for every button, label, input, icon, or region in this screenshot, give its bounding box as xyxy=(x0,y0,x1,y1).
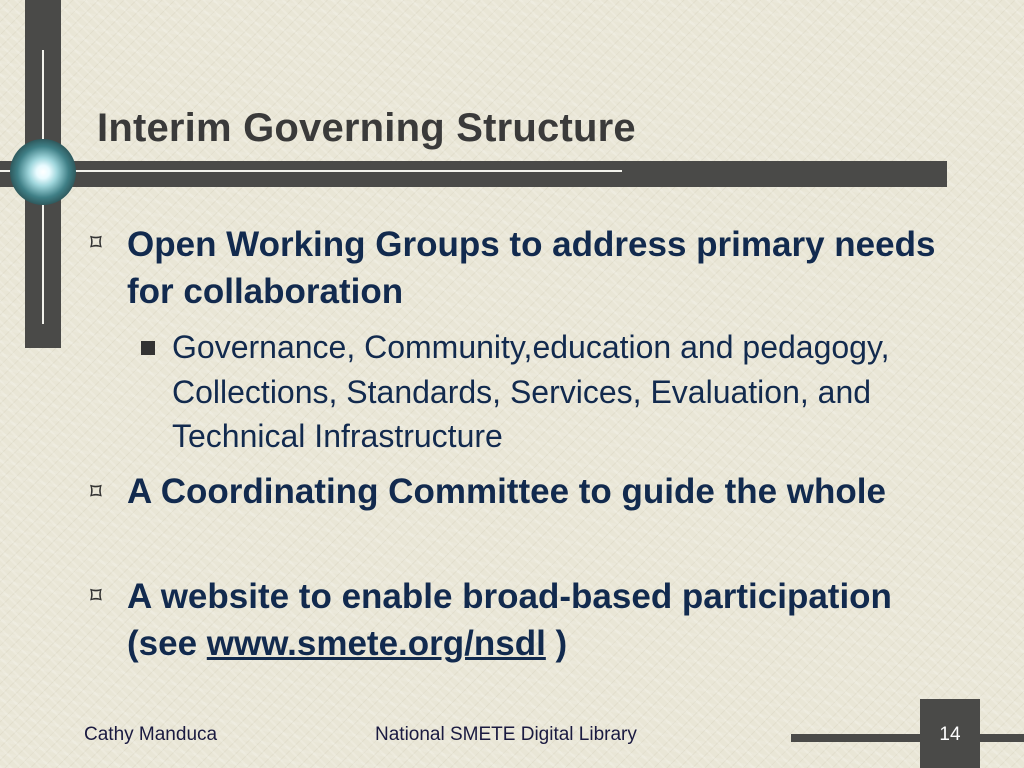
bullet-2-icon: ⌑ xyxy=(90,480,102,505)
slide-title: Interim Governing Structure xyxy=(97,106,636,150)
bullet-3-text xyxy=(127,573,947,667)
sub-bullet-text: Governance, Community,education and pedagogy, Collections, Standards, Services, Evaluation, and Technical Infrastructure xyxy=(172,329,890,454)
glow-orb-decoration xyxy=(10,139,76,205)
bullet-3-icon: ⌑ xyxy=(90,584,102,609)
bullet-1-icon: ⌑ xyxy=(90,231,102,256)
bullet-3-text-before: A website to enable broad-based participation (see xyxy=(127,577,892,663)
bullet-2-text: A Coordinating Committee to guide the whole xyxy=(127,472,886,511)
nsdl-website-link[interactable]: www.smete.org/nsdl xyxy=(206,624,546,663)
title-rule-bar xyxy=(0,161,947,187)
title-rule-highlight xyxy=(0,170,622,172)
footer-rule-bar xyxy=(791,734,1024,742)
bullet-3-text-after: ) xyxy=(545,624,568,663)
footer-author: Cathy Manduca xyxy=(84,724,218,745)
bullet-1-text: Open Working Groups to address primary needs for collaboration xyxy=(127,225,936,311)
page-number: 14 xyxy=(939,724,961,745)
footer-center-text: National SMETE Digital Library xyxy=(375,724,637,745)
sub-bullet-square-icon xyxy=(141,341,155,355)
